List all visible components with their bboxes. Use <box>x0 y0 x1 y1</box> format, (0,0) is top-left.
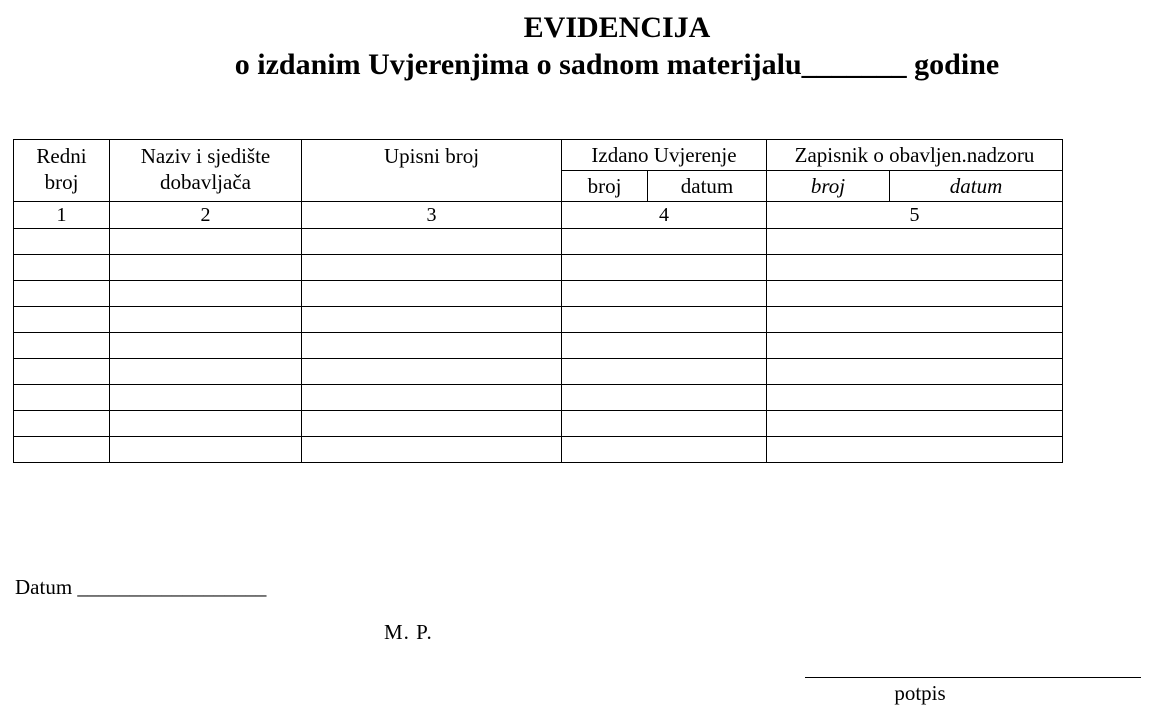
empty-row <box>14 333 1063 359</box>
empty-cell <box>14 255 110 281</box>
column-number-5: 5 <box>767 202 1063 229</box>
table-header-row-1 <box>14 140 1063 171</box>
empty-cell <box>14 359 110 385</box>
column-number-4: 4 <box>562 202 767 229</box>
empty-cell <box>767 307 1063 333</box>
empty-cell <box>767 385 1063 411</box>
header-upisni-broj: Upisni broj <box>302 140 562 202</box>
empty-cell <box>110 437 302 463</box>
header-redni-broj: Redni broj <box>14 140 110 202</box>
empty-row <box>14 229 1063 255</box>
empty-cell <box>767 255 1063 281</box>
empty-cell <box>14 385 110 411</box>
empty-cell <box>110 333 302 359</box>
evidencija-table <box>13 139 1063 463</box>
empty-cell <box>14 333 110 359</box>
empty-cell <box>562 281 767 307</box>
empty-cell <box>302 359 562 385</box>
empty-cell <box>767 359 1063 385</box>
empty-cell <box>562 385 767 411</box>
empty-cell <box>14 229 110 255</box>
datum-blank: __________________ <box>77 575 267 599</box>
empty-cell <box>110 385 302 411</box>
empty-cell <box>14 307 110 333</box>
empty-cell <box>302 437 562 463</box>
header-izdano-datum: datum <box>648 171 767 202</box>
empty-cell <box>767 333 1063 359</box>
empty-cell <box>562 359 767 385</box>
signature-label: potpis <box>894 681 946 705</box>
empty-cell <box>110 307 302 333</box>
document-subtitle: o izdanim Uvjerenjima o sadnom materijalu_______ godine <box>234 48 1000 81</box>
empty-cell <box>562 307 767 333</box>
header-izdano-uvjerenje: Izdano Uvjerenje <box>562 140 767 171</box>
empty-cell <box>767 411 1063 437</box>
empty-cell <box>14 437 110 463</box>
empty-row <box>14 281 1063 307</box>
empty-row <box>14 411 1063 437</box>
column-number-3: 3 <box>302 202 562 229</box>
column-number-1: 1 <box>14 202 110 229</box>
empty-cell <box>302 255 562 281</box>
stamp-placeholder: M. P. <box>384 620 433 644</box>
empty-cell <box>302 385 562 411</box>
empty-row <box>14 255 1063 281</box>
document-heading <box>0 9 1162 83</box>
header-zapisnik-broj: broj <box>767 171 890 202</box>
empty-cell <box>767 437 1063 463</box>
empty-cell <box>302 281 562 307</box>
empty-row <box>14 307 1063 333</box>
header-naziv-sjediste: Naziv i sjedište dobavljača <box>110 140 302 202</box>
empty-cell <box>302 411 562 437</box>
empty-cell <box>562 411 767 437</box>
datum-label: Datum <box>15 575 73 599</box>
header-zapisnik-nadzor: Zapisnik o obavljen.nadzoru <box>767 140 1063 171</box>
header-izdano-broj: broj <box>562 171 648 202</box>
signature-line <box>805 660 1141 678</box>
empty-cell <box>562 255 767 281</box>
empty-cell <box>110 229 302 255</box>
datum-line <box>15 575 266 600</box>
empty-row <box>14 385 1063 411</box>
empty-cell <box>562 333 767 359</box>
empty-cell <box>302 229 562 255</box>
empty-cell <box>767 229 1063 255</box>
empty-cell <box>767 281 1063 307</box>
empty-row <box>14 359 1063 385</box>
empty-cell <box>110 255 302 281</box>
column-number-2: 2 <box>110 202 302 229</box>
empty-cell <box>562 437 767 463</box>
document-title: EVIDENCIJA <box>523 11 711 44</box>
empty-cell <box>110 411 302 437</box>
empty-cell <box>14 281 110 307</box>
empty-cell <box>110 281 302 307</box>
empty-cell <box>110 359 302 385</box>
empty-cell <box>302 333 562 359</box>
empty-cell <box>302 307 562 333</box>
column-number-row <box>14 202 1063 229</box>
header-zapisnik-datum: datum <box>890 171 1063 202</box>
table-body <box>14 229 1063 463</box>
empty-cell <box>562 229 767 255</box>
empty-cell <box>14 411 110 437</box>
empty-row <box>14 437 1063 463</box>
